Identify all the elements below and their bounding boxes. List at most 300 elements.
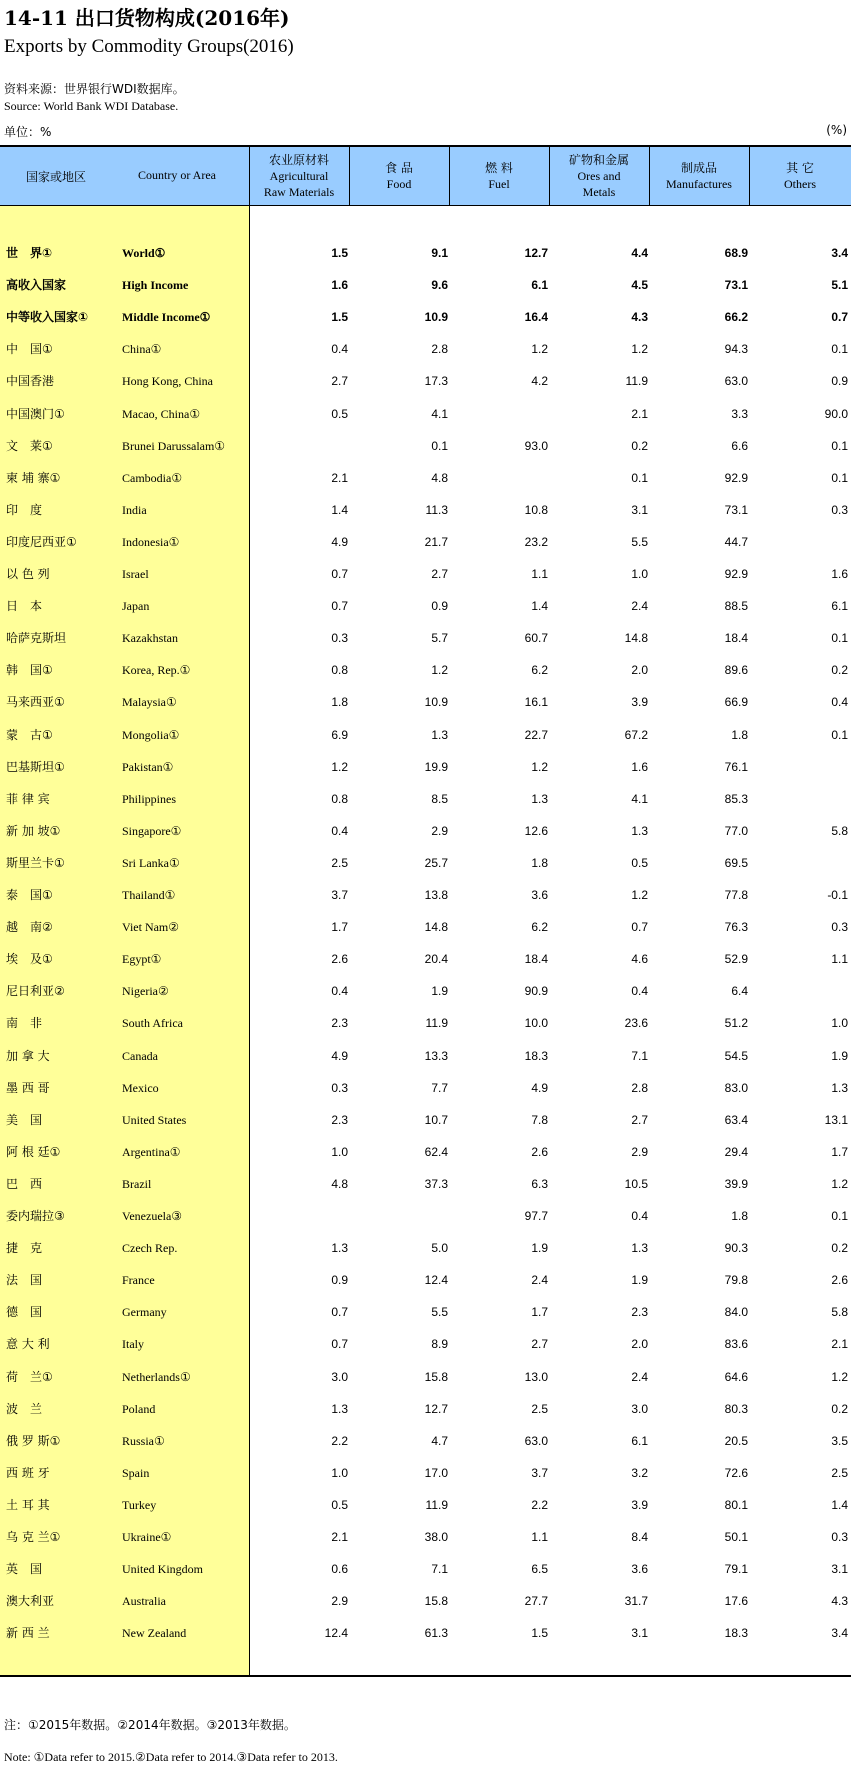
country-name-zh: 马来西亚① <box>6 695 65 710</box>
table-cell-value: 37.3 <box>424 1176 448 1191</box>
table-cell-value: 80.1 <box>724 1497 748 1512</box>
country-name-zh: 蒙 古① <box>6 727 53 742</box>
table-cell-value: 10.9 <box>424 695 448 710</box>
page-title-zh: 14-11 出口货物构成(2016年) <box>4 6 290 30</box>
table-cell-value: 0.8 <box>331 791 348 806</box>
table-cell-value: 3.7 <box>531 1465 548 1480</box>
table-cell-value: 3.3 <box>731 406 748 421</box>
table-cell-value: 4.8 <box>331 1176 348 1191</box>
table-cell-value: 3.4 <box>831 1626 848 1641</box>
table-cell-value: 66.2 <box>724 310 748 325</box>
table-cell-value: 1.0 <box>631 567 648 581</box>
country-name-zh: 尼日利亚② <box>6 984 65 999</box>
table-cell-value: 67.2 <box>624 727 648 742</box>
table-cell-value: 77.8 <box>724 888 748 902</box>
table-cell-value: 3.9 <box>631 1497 648 1512</box>
table-cell-value: 13.0 <box>524 1369 548 1384</box>
table-cell-value: 13.1 <box>824 1112 848 1127</box>
table-row <box>0 1521 851 1553</box>
country-name-zh: 世 界① <box>6 246 53 260</box>
col-divider <box>749 147 750 205</box>
table-cell-value: 16.1 <box>524 695 548 710</box>
country-name-zh: 南 非 <box>6 1016 43 1031</box>
table-cell-value: 2.0 <box>631 1337 648 1352</box>
table-cell-value: 80.3 <box>724 1401 748 1416</box>
country-name-en: United Kingdom <box>122 1562 203 1577</box>
table-cell-value: 4.1 <box>431 406 448 421</box>
country-name-zh: 巴基斯坦① <box>6 759 65 774</box>
table-cell-value: 2.7 <box>431 567 448 581</box>
country-name-zh: 俄 罗 斯① <box>6 1433 61 1448</box>
table-cell-value: 76.3 <box>724 920 748 935</box>
table-cell-value: 2.5 <box>531 1401 548 1416</box>
table-cell-value: 1.4 <box>331 502 348 517</box>
table-cell-value: 20.4 <box>424 952 448 967</box>
table-cell-value: 0.1 <box>631 470 648 485</box>
table-cell-value: 1.3 <box>631 823 648 838</box>
table-cell-value: 1.9 <box>831 1048 848 1063</box>
table-cell-value: 18.3 <box>524 1048 548 1063</box>
table-cell-value: 1.3 <box>331 1401 348 1416</box>
table-header <box>0 147 851 205</box>
table-cell-value: 25.7 <box>424 855 448 870</box>
country-name-zh: 德 国 <box>6 1305 43 1320</box>
table-row <box>0 365 851 397</box>
table-cell-value: 1.8 <box>331 695 348 710</box>
country-name-zh: 高收入国家 <box>6 278 67 293</box>
country-name-en: Canada <box>122 1048 158 1063</box>
country-name-en: Mexico <box>122 1080 159 1095</box>
country-name-en: China① <box>122 342 162 357</box>
country-name-en: Mongolia① <box>122 727 180 742</box>
table-cell-value: 0.1 <box>431 438 448 453</box>
col-divider <box>549 147 550 205</box>
table-cell-value: 0.7 <box>331 1337 348 1352</box>
table-cell-value: 13.8 <box>424 888 448 902</box>
table-cell-value: 1.2 <box>831 1176 848 1191</box>
header-col-ores <box>549 147 649 205</box>
table-cell-value: 0.4 <box>831 695 848 710</box>
table-cell-value: 3.1 <box>831 1562 848 1577</box>
table-cell-value: 3.5 <box>831 1433 848 1448</box>
table-cell-value: 94.3 <box>724 342 748 357</box>
footnote-zh: 注：①2015年数据。②2014年数据。③2013年数据。 <box>4 1718 296 1732</box>
header-col-fuel <box>449 147 549 205</box>
table-cell-value: 6.1 <box>631 1433 648 1448</box>
table-cell-value: 11.9 <box>425 1016 448 1031</box>
country-name-en: United States <box>122 1112 187 1127</box>
table-cell-value: 62.4 <box>424 1144 448 1159</box>
country-name-zh: 捷 克 <box>6 1241 43 1256</box>
table-cell-value: 0.4 <box>331 342 348 357</box>
table-cell-value: 2.1 <box>631 406 648 421</box>
table-cell-value: 11.9 <box>425 1497 448 1512</box>
table-cell-value: 6.9 <box>331 727 348 742</box>
table-row <box>0 1040 851 1072</box>
table-cell-value: 5.5 <box>631 534 648 549</box>
table-cell-value: 4.6 <box>631 952 648 967</box>
table-cell-value: 63.0 <box>524 1433 548 1448</box>
table-cell-value: 6.6 <box>731 438 748 453</box>
table-cell-value: 3.6 <box>631 1562 648 1577</box>
country-name-zh: 委内瑞拉③ <box>6 1209 65 1223</box>
table-cell-value: 97.7 <box>524 1209 548 1223</box>
table-cell-value: 1.3 <box>431 727 448 742</box>
table-cell-value: 0.9 <box>431 599 448 614</box>
table-cell-value: 84.0 <box>724 1305 748 1320</box>
country-name-zh: 中等收入国家① <box>6 310 89 325</box>
table-row <box>0 1361 851 1393</box>
table-cell-value: 1.5 <box>331 310 348 325</box>
table-cell-value: 2.6 <box>331 952 348 967</box>
table-cell-value: 1.2 <box>431 663 448 678</box>
country-name-zh: 哈萨克斯坦 <box>6 631 67 646</box>
table-cell-value: -0.1 <box>827 888 848 902</box>
table-cell-value: 2.6 <box>831 1273 848 1288</box>
table-cell-value: 1.2 <box>631 342 648 357</box>
table-cell-value: 1.6 <box>831 567 848 581</box>
table-cell-value: 1.1 <box>831 952 848 967</box>
country-name-zh: 以 色 列 <box>6 567 50 581</box>
country-name-zh: 美 国 <box>6 1112 43 1127</box>
country-name-en: Turkey <box>122 1497 157 1512</box>
country-name-en: Venezuela③ <box>122 1209 183 1223</box>
table-row <box>0 1457 851 1489</box>
table-cell-value: 9.1 <box>431 246 448 260</box>
table-cell-value: 50.1 <box>724 1530 748 1544</box>
table-cell-value: 6.2 <box>531 663 548 678</box>
country-name-en: India <box>122 502 147 517</box>
table-cell-value: 51.2 <box>724 1016 748 1031</box>
table-row <box>0 1264 851 1296</box>
country-name-zh: 日 本 <box>6 599 43 614</box>
table-cell-value: 92.9 <box>724 567 748 581</box>
country-name-en: World① <box>122 246 166 260</box>
header-col-food <box>349 147 449 205</box>
table-cell-value: 77.0 <box>724 823 748 838</box>
table-cell-value: 0.1 <box>831 1209 848 1223</box>
table-cell-value: 73.1 <box>724 278 748 293</box>
table-row <box>0 911 851 943</box>
table-cell-value: 10.0 <box>524 1016 548 1031</box>
table-row <box>0 1585 851 1617</box>
table-cell-value: 2.7 <box>331 374 348 389</box>
table-cell-value: 0.7 <box>331 1305 348 1320</box>
table-row <box>0 1425 851 1457</box>
table-row <box>0 879 851 911</box>
table-cell-value: 4.9 <box>331 1048 348 1063</box>
table-cell-value: 2.8 <box>431 342 448 357</box>
table-cell-value: 2.9 <box>331 1594 348 1609</box>
table-cell-value: 1.1 <box>531 567 548 581</box>
col-divider <box>349 147 350 205</box>
country-name-zh: 荷 兰① <box>6 1369 53 1384</box>
table-cell-value: 4.8 <box>431 470 448 485</box>
table-row <box>0 1007 851 1039</box>
country-name-zh: 中 国① <box>6 342 53 357</box>
table-cell-value: 3.7 <box>331 888 348 902</box>
table-cell-value: 0.3 <box>831 502 848 517</box>
table-cell-value: 1.3 <box>831 1080 848 1095</box>
table-cell-value: 79.8 <box>724 1273 748 1288</box>
country-name-zh: 法 国 <box>6 1273 43 1288</box>
country-name-en: Indonesia① <box>122 534 180 549</box>
country-name-en: Australia <box>122 1594 166 1609</box>
table-cell-value: 0.9 <box>331 1273 348 1288</box>
table-cell-value: 89.6 <box>724 663 748 678</box>
table-cell-value: 4.2 <box>531 374 548 389</box>
table-cell-value: 2.2 <box>531 1497 548 1512</box>
table-cell-value: 0.9 <box>831 374 848 389</box>
country-name-en: Korea, Rep.① <box>122 663 191 678</box>
table-row <box>0 751 851 783</box>
table-cell-value: 10.9 <box>424 310 448 325</box>
country-name-en: Cambodia① <box>122 470 183 485</box>
table-row <box>0 1168 851 1200</box>
source-zh: 资料来源：世界银行WDI数据库。 <box>4 82 185 96</box>
table-cell-value: 52.9 <box>724 952 748 967</box>
header-col-agri-zh: 农业原材料 <box>268 153 329 167</box>
table-cell-value: 63.4 <box>724 1112 748 1127</box>
table-cell-value: 73.1 <box>724 502 748 517</box>
country-name-en: Spain <box>122 1465 150 1480</box>
table-cell-value: 16.4 <box>524 310 548 325</box>
footnote-en: Note: ①Data refer to 2015.②Data refer to 2014.③Data refer to 2013. <box>4 1750 338 1764</box>
country-name-en: Philippines <box>122 791 177 806</box>
table-cell-value: 0.1 <box>831 438 848 453</box>
table-cell-value: 90.0 <box>824 406 848 421</box>
table-cell-value: 0.2 <box>831 663 848 678</box>
table-cell-value: 2.3 <box>331 1016 348 1031</box>
table-cell-value: 85.3 <box>724 791 748 806</box>
table-row <box>0 654 851 686</box>
table-cell-value: 10.5 <box>624 1176 648 1191</box>
header-col-ores-en: Ores and Metals <box>577 169 621 199</box>
table-cell-value: 1.3 <box>531 791 548 806</box>
table-cell-value: 4.7 <box>431 1433 448 1448</box>
table-cell-value: 6.5 <box>531 1562 548 1577</box>
table-cell-value: 2.1 <box>331 470 348 485</box>
table-cell-value: 64.6 <box>724 1369 748 1384</box>
country-name-en: Pakistan① <box>122 759 174 774</box>
table-cell-value: 0.7 <box>331 599 348 614</box>
table-row <box>0 430 851 462</box>
table-row <box>0 622 851 654</box>
table-row <box>0 783 851 815</box>
table-cell-value: 11.3 <box>425 502 448 517</box>
col-divider <box>649 147 650 205</box>
table-cell-value: 2.1 <box>831 1337 848 1352</box>
table-cell-value: 5.7 <box>431 631 448 646</box>
table-row <box>0 590 851 622</box>
table-cell-value: 1.3 <box>631 1241 648 1256</box>
table-cell-value: 3.1 <box>631 502 648 517</box>
table-cell-value: 76.1 <box>724 759 748 774</box>
table-row <box>0 1296 851 1328</box>
header-country-en: Country or Area <box>138 168 216 182</box>
table-cell-value: 79.1 <box>724 1562 748 1577</box>
table-cell-value: 2.3 <box>331 1112 348 1127</box>
table-cell-value: 18.4 <box>724 631 748 646</box>
table-cell-value: 92.9 <box>724 470 748 485</box>
table-cell-value: 19.9 <box>424 759 448 774</box>
country-name-zh: 英 国 <box>6 1562 43 1577</box>
header-col-fuel-en: Fuel <box>488 177 510 191</box>
table-row <box>0 943 851 975</box>
table-cell-value: 3.9 <box>631 695 648 710</box>
table-cell-value: 1.0 <box>331 1144 348 1159</box>
table-cell-value: 12.7 <box>424 1401 448 1416</box>
table-cell-value: 2.1 <box>331 1530 348 1544</box>
col-divider <box>449 147 450 205</box>
table-cell-value: 0.2 <box>831 1401 848 1416</box>
table-cell-value: 17.0 <box>424 1465 448 1480</box>
country-name-zh: 埃 及① <box>6 952 53 967</box>
table-cell-value: 3.1 <box>631 1626 648 1641</box>
table-cell-value: 1.2 <box>831 1369 848 1384</box>
table-cell-value: 1.5 <box>331 246 348 260</box>
table-cell-value: 2.5 <box>831 1465 848 1480</box>
table-row <box>0 494 851 526</box>
table-cell-value: 63.0 <box>724 374 748 389</box>
country-name-en: Macao, China① <box>122 406 201 421</box>
country-name-zh: 泰 国① <box>6 888 53 902</box>
table-cell-value: 15.8 <box>424 1369 448 1384</box>
header-col-others <box>749 147 851 205</box>
table-cell-value: 4.3 <box>631 310 648 325</box>
table-cell-value: 10.7 <box>424 1112 448 1127</box>
table-cell-value: 6.3 <box>531 1176 548 1191</box>
country-name-en: Malaysia① <box>122 695 177 710</box>
table-cell-value: 10.8 <box>524 502 548 517</box>
table-cell-value: 2.9 <box>431 823 448 838</box>
table-cell-value: 12.4 <box>324 1626 348 1641</box>
table-cell-value: 83.6 <box>724 1337 748 1352</box>
header-col-ores-zh: 矿物和金属 <box>568 153 629 167</box>
table-cell-value: 0.2 <box>831 1241 848 1256</box>
country-name-en: Czech Rep. <box>122 1241 178 1256</box>
header-col-manu-zh: 制成品 <box>680 161 717 175</box>
table-row <box>0 1553 851 1585</box>
table-cell-value: 5.1 <box>831 278 848 293</box>
table-cell-value: 7.8 <box>531 1112 548 1127</box>
table-cell-value: 1.0 <box>831 1016 848 1031</box>
country-name-en: Singapore① <box>122 823 182 838</box>
table-cell-value: 60.7 <box>524 631 548 646</box>
country-name-en: Kazakhstan <box>122 631 178 646</box>
table-cell-value: 13.3 <box>424 1048 448 1063</box>
table-cell-value: 7.1 <box>431 1562 448 1577</box>
country-name-en: Egypt① <box>122 952 162 967</box>
header-col-food-zh: 食 品 <box>385 161 413 175</box>
table-cell-value: 66.9 <box>724 695 748 710</box>
country-name-zh: 中国澳门① <box>6 406 65 421</box>
table-cell-value: 1.9 <box>531 1241 548 1256</box>
table-cell-value: 11.9 <box>625 374 648 389</box>
country-name-zh: 西 班 牙 <box>6 1465 50 1480</box>
table-cell-value: 9.6 <box>431 278 448 293</box>
table-cell-value: 22.7 <box>524 727 548 742</box>
table-row <box>0 237 851 269</box>
table-row <box>0 1136 851 1168</box>
table-cell-value: 3.4 <box>831 246 848 260</box>
table-row <box>0 558 851 590</box>
table-cell-value: 0.7 <box>631 920 648 935</box>
table-row <box>0 1232 851 1264</box>
table-row <box>0 719 851 751</box>
country-name-zh: 意 大 利 <box>6 1337 50 1352</box>
table-row <box>0 686 851 718</box>
table-cell-value: 0.1 <box>831 342 848 357</box>
table-cell-value: 3.2 <box>631 1465 648 1480</box>
table-cell-value: 1.0 <box>331 1465 348 1480</box>
table-cell-value: 0.3 <box>331 1080 348 1095</box>
table-cell-value: 4.4 <box>631 246 648 260</box>
country-name-en: Netherlands① <box>122 1369 191 1384</box>
country-name-en: Japan <box>122 599 150 614</box>
table-cell-value: 93.0 <box>524 438 548 453</box>
table-cell-value: 3.0 <box>331 1369 348 1384</box>
country-name-zh: 印度尼西亚① <box>6 534 77 549</box>
country-name-zh: 文 莱① <box>6 438 53 453</box>
table-row <box>0 1200 851 1232</box>
table-cell-value: 3.0 <box>631 1401 648 1416</box>
table-cell-value: 0.4 <box>331 984 348 999</box>
table-cell-value: 17.6 <box>724 1594 748 1609</box>
table-cell-value: 1.2 <box>531 759 548 774</box>
table-cell-value: 6.2 <box>531 920 548 935</box>
table-cell-value: 6.1 <box>831 599 848 614</box>
table-cell-value: 0.3 <box>331 631 348 646</box>
table-cell-value: 6.4 <box>731 984 748 999</box>
table-cell-value: 68.9 <box>724 246 748 260</box>
table-cell-value: 4.3 <box>831 1594 848 1609</box>
table-row <box>0 1072 851 1104</box>
country-name-en: Ukraine① <box>122 1530 172 1544</box>
table-cell-value: 1.8 <box>531 855 548 870</box>
table-cell-value: 1.5 <box>531 1626 548 1641</box>
table-cell-value: 4.5 <box>631 278 648 293</box>
table-row <box>0 847 851 879</box>
table-cell-value: 0.7 <box>331 567 348 581</box>
table-cell-value: 90.9 <box>524 984 548 999</box>
header-col-manu-en: Manufactures <box>666 177 732 191</box>
table-cell-value: 69.5 <box>724 855 748 870</box>
country-name-zh: 菲 律 宾 <box>6 791 50 806</box>
country-name-zh: 阿 根 廷① <box>6 1144 61 1159</box>
table-cell-value: 1.1 <box>531 1530 548 1544</box>
table-cell-value: 2.8 <box>631 1080 648 1095</box>
table-cell-value: 88.5 <box>724 599 748 614</box>
table-cell-value: 5.0 <box>431 1241 448 1256</box>
table-cell-value: 1.6 <box>331 278 348 293</box>
table-row <box>0 1489 851 1521</box>
table-cell-value: 0.8 <box>331 663 348 678</box>
country-name-en: Poland <box>122 1401 156 1416</box>
table-cell-value: 0.6 <box>331 1562 348 1577</box>
table-cell-value: 31.7 <box>624 1594 648 1609</box>
table-cell-value: 90.3 <box>724 1241 748 1256</box>
country-name-en: Hong Kong, China <box>122 374 213 389</box>
country-name-zh: 印 度 <box>6 502 43 517</box>
header-country-zh: 国家或地区 <box>26 170 87 184</box>
country-name-zh: 土 耳 其 <box>6 1497 50 1512</box>
table-cell-value: 2.9 <box>631 1144 648 1159</box>
table-cell-value: 1.4 <box>831 1497 848 1512</box>
table-cell-value: 18.4 <box>524 952 548 967</box>
country-name-en: South Africa <box>122 1016 183 1031</box>
table-cell-value: 2.7 <box>531 1337 548 1352</box>
